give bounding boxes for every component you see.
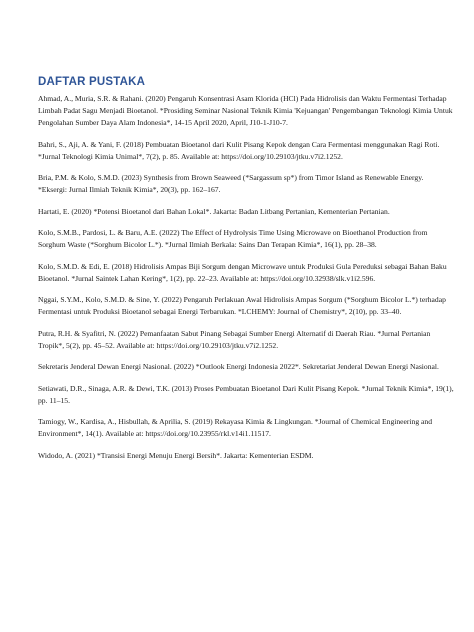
reference-list (38, 93, 454, 462)
reference-entry: Hartati, E. (2020) *Potensi Bioetanol dari Bahan Lokal*. Jakarta: Badan Litbang Pertanian, Kementerian Pertanian. (38, 206, 390, 216)
reference-entry: Bahri, S., Aji, A. & Yani, F. (2018) Pembuatan Bioetanol dari Kulit Pisang Kepok dengan Cara Fermentasi menggunakan Ragi Roti. *Jurnal Teknologi Kimia Unimal*, 7(2), p. 85. Available at: https://doi.org/10.29103/jtku.v7i2.1252. (38, 139, 440, 161)
reference-entry: Widodo, A. (2021) *Transisi Energi Menuju Energi Bersih*. Jakarta: Kementerian ESDM. (38, 450, 314, 460)
reference-entry: Sekretaris Jenderal Dewan Energi Nasional. (2022) *Outlook Energi Indonesia 2022*. Sekretariat Jenderal Dewan Energi Nasional. (38, 362, 439, 371)
reference-entry: Setiawati, D.R., Sinaga, A.R. & Dewi, T.K. (2013) Proses Pembuatan Bioetanol Dari Kulit Pisang Kepok. *Jurnal Teknik Kimia*, 19(1), pp. 11–15. (38, 383, 454, 405)
reference-entry: Tamiogy, W., Kardisa, A., Hisbullah, & Aprilia, S. (2019) Rekayasa Kimia & Lingkungan. *Journal of Chemical Engineering and Environment*, 14(1). Available at: https://doi.org/10.23955/rkl.v14i1.11517. (38, 417, 432, 438)
reference-entry: Kolo, S.M.B., Pardosi, L. & Baru, A.E. (2022) The Effect of Hydrolysis Time Using Microwave on Bioethanol Production from Sorghum Waste (*Sorghum Bicolor L.*). *Jurnal Ilmiah Berkala: Sains Dan Terapan Kimia*, 16(1), pp. 28–38. (38, 228, 428, 249)
reference-entry: Nggai, S.Y.M., Kolo, S.M.D. & Sine, Y. (2022) Pengaruh Perlakuan Awal Hidrolisis Ampas Sorgum (*Sorghum Bicolor L.*) terhadap Fermentasi untuk Produksi Bioetanol sebagai Energi Terbarukan. *LCHEMY: Journal of Chemistry*, 2(10), pp. 33–40. (38, 295, 446, 316)
reference-entry: Kolo, S.M.D. & Edi, E. (2018) Hidrolisis Ampas Biji Sorgum dengan Microwave untuk Produksi Gula Pereduksi sebagai Bahan Baku Bioetanol. *Jurnal Saintek Lahan Kering*, 1(2), pp. 22–23. Available at: https://doi.org/10.32938/slk.v1i2.596. (38, 261, 447, 283)
reference-entry: Ahmad, A., Muria, S.R. & Rahani. (2020) Pengaruh Konsentrasi Asam Klorida (HCl) Pada Hidrolisis dan Waktu Fermentasi Terhadap Limbah Padat Sagu Menjadi Bioetanol. *Prosiding Seminar Nasional Teknik Kimia 'Kejuangan' Pengembangan Teknologi Kimia Untuk Pengolahan Sumber Daya Alam Indonesia*, 14-15 April 2020, April, J10-1-J10-7. (38, 94, 453, 127)
reference-entry: Bria, P.M. & Kolo, S.M.D. (2023) Synthesis from Brown Seaweed (*Sargassum sp*) from Timor Island as Renewable Energy. *Eksergi: Jurnal Ilmiah Teknik Kimia*, 20(3), pp. 162–167. (38, 173, 424, 194)
reference-entry: Putra, R.H. & Syafitri, N. (2022) Pemanfaatan Sabut Pinang Sebagai Sumber Energi Alternatif di Daerah Riau. *Jurnal Pertanian Tropik*, 5(2), pp. 45–52. Available at: https://doi.org/10.29103/jtku.v7i2.1252. (38, 328, 431, 350)
section-heading: DAFTAR PUSTAKA (38, 76, 146, 88)
